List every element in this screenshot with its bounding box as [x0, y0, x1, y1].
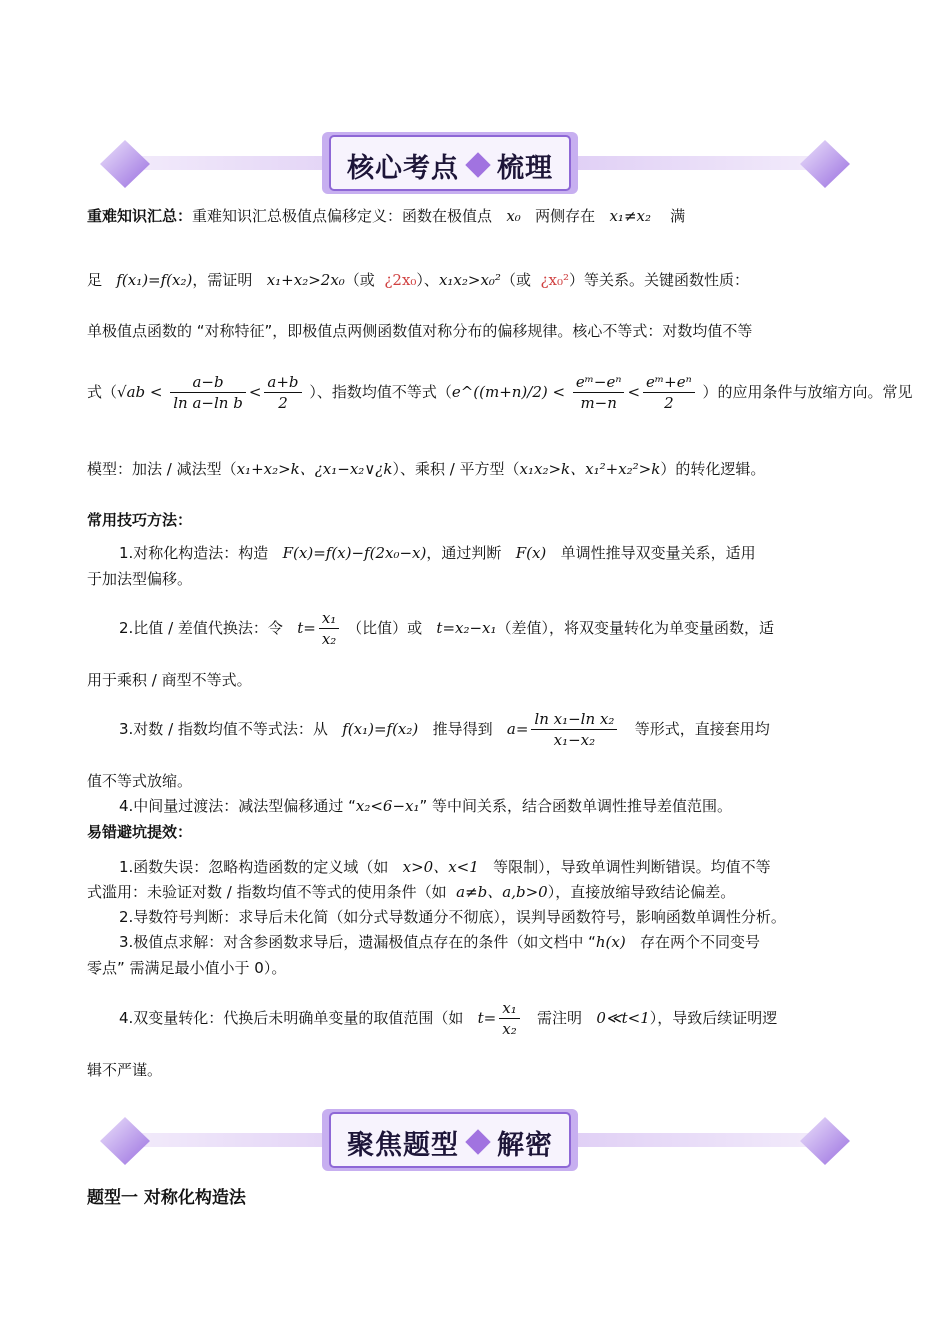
math: x₀	[506, 207, 521, 225]
math: <	[248, 383, 262, 401]
math: e^((m+n)/2) <	[451, 383, 566, 401]
text: ）、乘积 / 平方型（	[392, 460, 520, 478]
section-banner-core	[0, 128, 950, 206]
method-2-line-2: 用于乘积 / 商型不等式。	[87, 671, 252, 689]
numerator: a−b	[170, 372, 246, 393]
math: ¿2x₀	[384, 271, 417, 289]
text: 等形式，直接套用均	[634, 720, 770, 738]
pitfall-1-line-1	[119, 856, 771, 878]
math: x>0、x<1	[402, 858, 479, 876]
text: （或	[500, 271, 531, 289]
text: ）等关系。关键函数性质：	[569, 271, 750, 289]
text: 单调性推导双变量关系，适用	[560, 544, 756, 562]
method-4	[119, 795, 732, 817]
text: ）、	[416, 271, 439, 289]
method-1-line-1	[119, 542, 756, 564]
summary-line-4	[87, 372, 912, 413]
denominator: x₂	[321, 630, 337, 648]
text: 4.中间量过渡法：减法型偏移通过 “	[119, 797, 356, 815]
summary-line-5	[87, 458, 765, 480]
math: <	[627, 383, 641, 401]
text: 2.比值 / 差值代换法：令	[119, 619, 283, 637]
banner-title	[330, 1113, 570, 1171]
denominator: m−n	[580, 394, 617, 412]
numerator: eᵐ−eⁿ	[573, 372, 625, 393]
text: 足	[87, 271, 103, 289]
text: 满	[670, 207, 686, 225]
pitfall-2: 2.导数符号判断：求导后未化简（如分式导数通分不彻底），误判导函数符号，影响函数单调性分析。	[119, 908, 786, 926]
denominator: 2	[664, 394, 674, 412]
text: 等限制），导致单调性判断错误。均值不等	[493, 858, 771, 876]
text: 推导得到	[432, 720, 493, 738]
numerator: eᵐ+eⁿ	[643, 372, 695, 393]
banner-title-left: 聚焦题型	[347, 1129, 459, 1161]
method-3-line-2: 值不等式放缩。	[87, 772, 193, 790]
fraction	[643, 372, 695, 413]
text: 3.极值点求解：对含参函数求导后，遗漏极值点存在的条件（如文档中 “	[119, 933, 596, 951]
banner-title-right: 梳理	[497, 152, 553, 184]
text: （差值），将双变量转化为单变量函数，适	[496, 619, 775, 637]
pitfall-1-line-2	[87, 881, 735, 903]
text: ” 等中间关系，结合函数单调性推导差值范围。	[419, 797, 733, 815]
fraction	[531, 709, 617, 750]
summary-heading: 重难知识汇总：	[87, 207, 193, 225]
pitfall-3-line-1	[119, 931, 760, 953]
denominator: x₂	[502, 1020, 517, 1038]
denominator: 2	[278, 394, 288, 412]
math: x₁+x₂>2x₀	[266, 271, 345, 289]
math: a=	[506, 720, 529, 738]
math: x₁≠x₂	[609, 207, 651, 225]
pitfall-4-line-1	[119, 998, 777, 1039]
math: ¿x₀²	[540, 271, 570, 289]
math: f(x₁)=f(x₂)	[342, 720, 419, 738]
fraction	[319, 608, 339, 649]
math: x₁x₂>x₀²	[438, 271, 501, 289]
summary-line-2	[87, 269, 749, 291]
summary-line-3	[87, 320, 752, 342]
banner-title	[330, 136, 570, 194]
text: （比值）或	[347, 619, 423, 637]
banner-title-left: 核心考点	[347, 152, 459, 184]
numerator: x₁	[499, 998, 519, 1019]
summary-line-1	[87, 205, 685, 227]
text: 3.对数 / 指数均值不等式法：从	[119, 720, 328, 738]
math: a≠b、a,b>0	[456, 883, 548, 901]
fraction	[264, 372, 301, 413]
fraction	[573, 372, 625, 413]
text: ）的应用条件与放缩方向。常见	[702, 383, 913, 401]
text: ），直接放缩导致结论偏差。	[547, 883, 736, 901]
section-banner-focus	[0, 1105, 950, 1183]
method-2-line-1	[119, 608, 774, 649]
topic-heading: 题型一 对称化构造法	[87, 1188, 246, 1208]
text: 式（	[87, 383, 118, 401]
text: （或	[344, 271, 375, 289]
denominator: ln a−ln b	[173, 394, 243, 412]
text: 1.对称化构造法：构造	[119, 544, 269, 562]
pitfall-3-line-2: 零点” 需满足最小值小于 0）。	[87, 959, 287, 977]
methods-heading: 常用技巧方法：	[87, 511, 193, 529]
math: t=	[477, 1009, 497, 1027]
math: t=	[297, 619, 316, 637]
math: x₂<6−x₁	[355, 797, 420, 815]
diamond-icon	[465, 1129, 490, 1154]
math: x₁+x₂>k、¿x₁−x₂∨¿k	[236, 460, 393, 478]
pitfall-4-line-2: 辑不严谨。	[87, 1061, 163, 1079]
math: t=x₂−x₁	[436, 619, 497, 637]
text: 存在两个不同变号	[640, 933, 761, 951]
text: 模型：加法 / 减法型（	[87, 460, 237, 478]
text: ）的转化逻辑。	[660, 460, 766, 478]
math: F(x)	[515, 544, 547, 562]
text: 需注明	[537, 1009, 583, 1027]
numerator: ln x₁−ln x₂	[531, 709, 617, 730]
text: 两侧存在	[535, 207, 596, 225]
text: 单极值点函数的 “对称特征”，即极值点两侧函数值对称分布的偏移规律。核心不等式：对数均值不等	[87, 322, 753, 340]
text: ），导致后续证明逻	[649, 1009, 778, 1027]
text: ，通过判断	[426, 544, 502, 562]
fraction	[170, 372, 246, 413]
math: 0≪t<1	[596, 1009, 650, 1027]
text: 重难知识汇总极值点偏移定义：函数在极值点	[192, 207, 493, 225]
fraction	[499, 998, 519, 1039]
text: 4.双变量转化：代换后未明确单变量的取值范围（如	[119, 1009, 464, 1027]
text: 式滥用：未验证对数 / 指数均值不等式的使用条件（如	[87, 883, 447, 901]
method-1-line-2: 于加法型偏移。	[87, 570, 193, 588]
numerator: x₁	[319, 608, 339, 629]
banner-title-right: 解密	[497, 1129, 553, 1161]
diamond-icon	[465, 152, 490, 177]
method-3-line-1	[119, 709, 770, 750]
text: ，需证明	[192, 271, 253, 289]
math: h(x)	[595, 933, 626, 951]
numerator: a+b	[264, 372, 301, 393]
math: x₁x₂>k、x₁²+x₂²>k	[519, 460, 661, 478]
denominator: x₁−x₂	[553, 731, 596, 749]
math: √ab <	[117, 383, 163, 401]
pitfalls-heading: 易错避坑提效：	[87, 823, 193, 841]
math: F(x)=f(x)−f(2x₀−x)	[282, 544, 427, 562]
text: 1.函数失误：忽略构造函数的定义域（如	[119, 858, 389, 876]
text: ）、指数均值不等式（	[309, 383, 452, 401]
math: f(x₁)=f(x₂)	[116, 271, 193, 289]
